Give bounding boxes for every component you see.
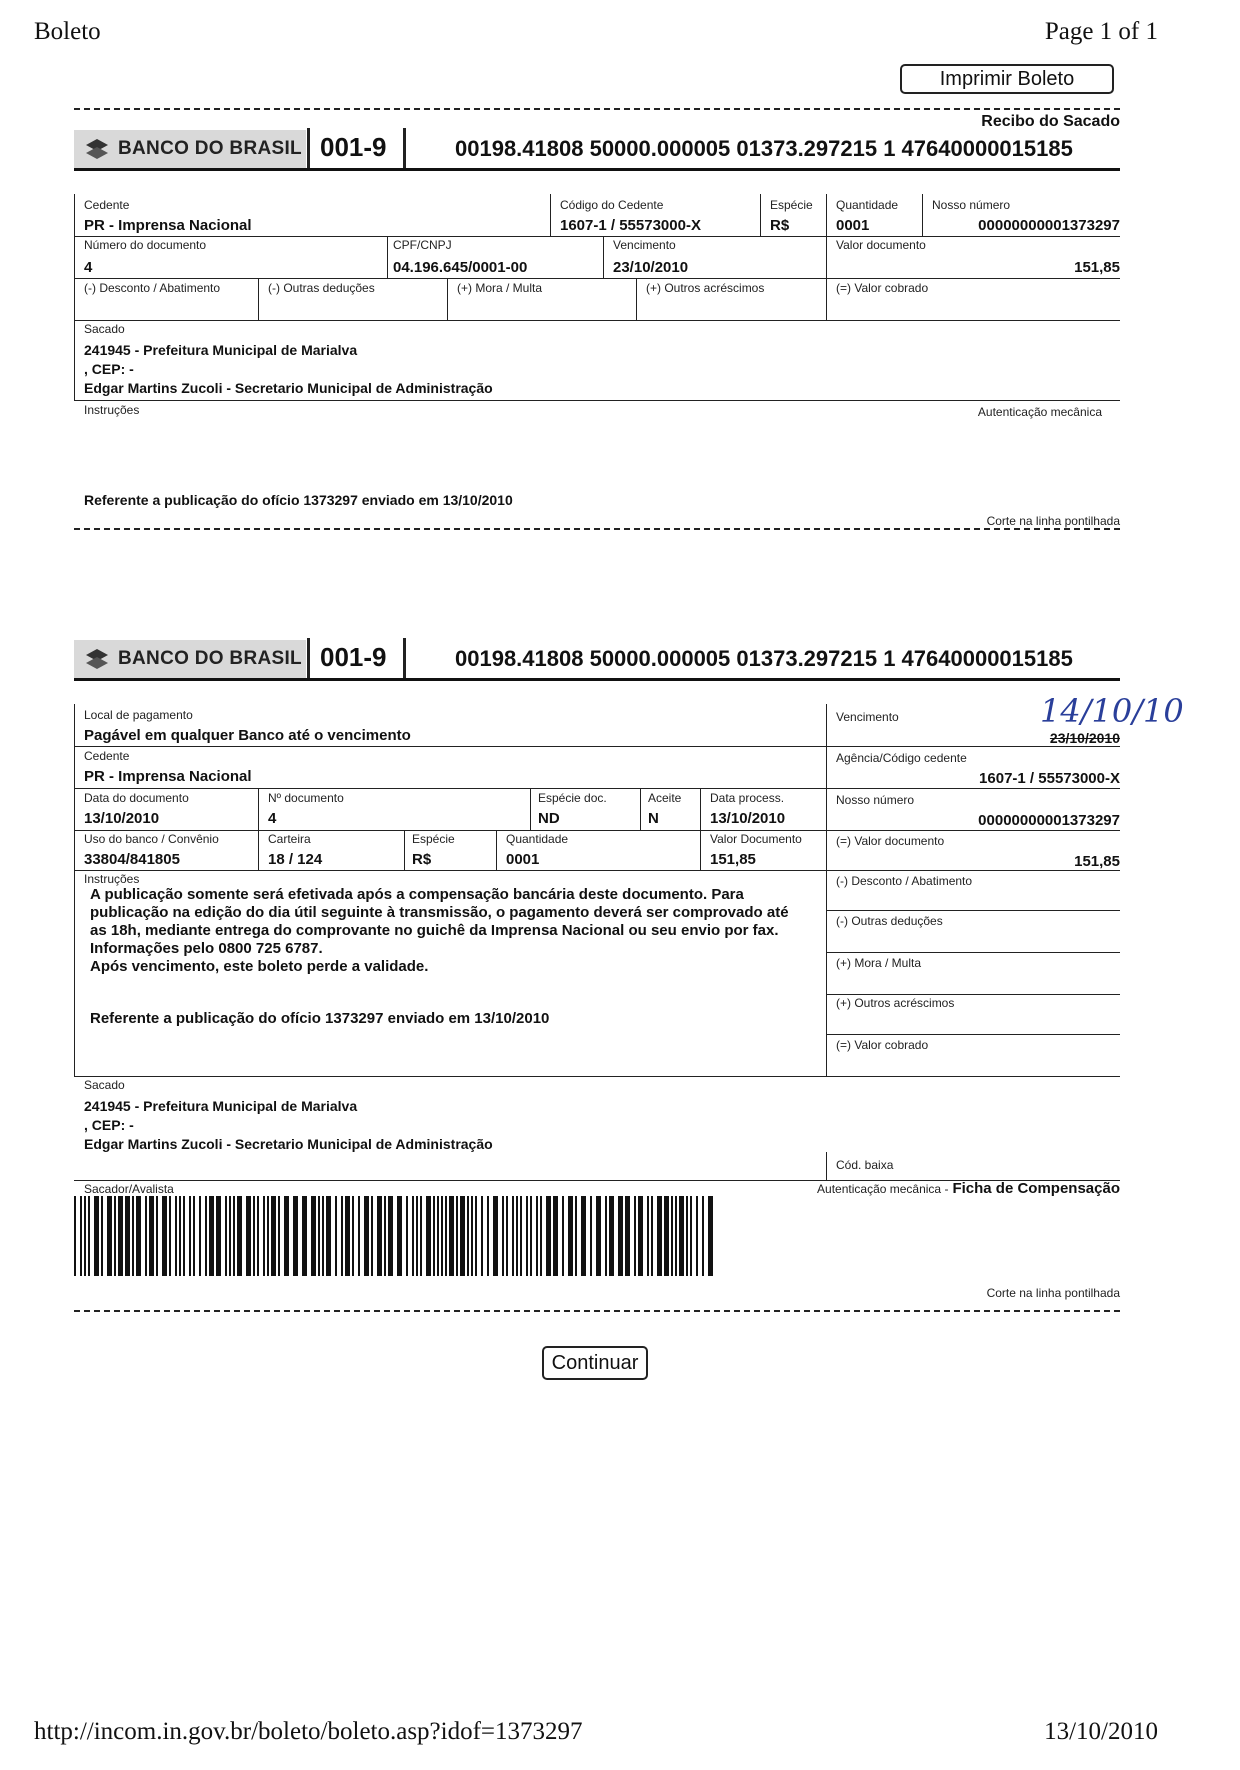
cut-line-bottom <box>74 1310 1120 1312</box>
divider <box>387 236 388 278</box>
barcode-bar <box>481 1196 483 1276</box>
divider <box>307 128 310 168</box>
data-documento-label: Data do documento <box>84 791 189 805</box>
barcode-bar <box>562 1196 564 1276</box>
barcode-bar <box>388 1196 393 1276</box>
barcode-bar <box>471 1196 473 1276</box>
local-pagamento-value: Pagável em qualquer Banco até o vencimento <box>84 727 411 744</box>
barcode-bar <box>445 1196 447 1276</box>
divider <box>74 236 1120 237</box>
agencia-label: Agência/Código cedente <box>836 751 967 765</box>
barcode-bar <box>326 1196 331 1276</box>
barcode-bar <box>638 1196 643 1276</box>
divider <box>603 236 604 278</box>
barcode-bar <box>605 1196 607 1276</box>
cut-line-middle <box>74 528 1120 530</box>
outros-acrescimos-label: (+) Outros acréscimos <box>646 281 765 295</box>
divider <box>826 952 1120 953</box>
cod-baixa-label: Cód. baixa <box>836 1158 894 1172</box>
barcode-bar <box>596 1196 601 1276</box>
divider <box>826 194 827 320</box>
ficha-autenticacao <box>817 1180 1120 1197</box>
barcode-bar <box>352 1196 354 1276</box>
barcode-bar <box>335 1196 337 1276</box>
barcode-bar <box>416 1196 418 1276</box>
barcode-bar <box>169 1196 171 1276</box>
ficha-outros-acrescimos-label: (+) Outros acréscimos <box>836 996 955 1010</box>
ficha-instrucoes-label: Instruções <box>84 872 140 886</box>
barcode-bar <box>199 1196 201 1276</box>
barcode-bar <box>322 1196 324 1276</box>
barcode-bar <box>397 1196 402 1276</box>
page-url: http://incom.in.gov.br/boleto/boleto.asp?idof=1373297 <box>34 1718 583 1745</box>
barcode-bar <box>467 1196 469 1276</box>
barcode-bar <box>278 1196 280 1276</box>
barcode-bar <box>189 1196 191 1276</box>
divider <box>826 1152 827 1180</box>
page-date: 13/10/2010 <box>1044 1718 1158 1745</box>
divider <box>74 746 1120 747</box>
barcode-bar <box>193 1196 195 1276</box>
vencimento-label: Vencimento <box>613 238 676 252</box>
nosso-numero-value: 00000000001373297 <box>978 217 1120 234</box>
barcode-bar <box>406 1196 408 1276</box>
barcode-bar <box>708 1196 713 1276</box>
barcode-bar <box>437 1196 439 1276</box>
cpf-cnpj-value: 04.196.645/0001-00 <box>393 259 528 276</box>
autenticacao-label: Autenticação mecânica <box>977 405 1102 419</box>
ficha-especie-value: R$ <box>412 851 432 868</box>
barcode-bar <box>568 1196 573 1276</box>
instrucoes-line: publicação na edição do dia útil seguinte à transmissão, o pagamento deverá ser comprovado até <box>90 904 789 921</box>
barcode-bar <box>618 1196 623 1276</box>
ficha-especie-label: Espécie <box>412 832 455 846</box>
barcode-bar <box>420 1196 422 1276</box>
barcode-bar <box>647 1196 649 1276</box>
barcode-bar <box>284 1196 289 1276</box>
barcode-bar <box>88 1196 90 1276</box>
barcode-bar <box>536 1196 538 1276</box>
barcode <box>74 1196 714 1276</box>
divider <box>760 194 761 236</box>
divider <box>550 194 551 236</box>
barcode-bar <box>675 1196 677 1276</box>
barcode-bar <box>690 1196 692 1276</box>
barcode-bar <box>345 1196 350 1276</box>
barcode-bar <box>253 1196 255 1276</box>
aceite-label: Aceite <box>648 791 682 805</box>
desconto-label: (-) Desconto / Abatimento <box>84 281 221 295</box>
quantidade-value: 0001 <box>836 217 870 234</box>
agencia-value: 1607-1 / 55573000-X <box>979 770 1120 787</box>
divider <box>74 168 1120 171</box>
cpf-cnpj-label: CPF/CNPJ <box>393 238 452 252</box>
barcode-bar <box>553 1196 558 1276</box>
barcode-bar <box>590 1196 592 1276</box>
quantidade-label: Quantidade <box>836 198 899 212</box>
barcode-bar <box>426 1196 431 1276</box>
bank-logo <box>74 640 306 678</box>
barcode-bar <box>101 1196 103 1276</box>
ficha-valor-documento-label: (=) Valor documento <box>836 834 945 848</box>
handwritten-date: 14/10/10 <box>1040 692 1184 730</box>
referente-text: Referente a publicação do ofício 1373297 enviado em 13/10/2010 <box>84 492 513 508</box>
instrucoes-line: Informações pelo 0800 725 6787. <box>90 940 323 957</box>
ficha-vencimento-value: 23/10/2010 <box>1049 730 1120 746</box>
outras-deducoes-label: (-) Outras deduções <box>268 281 375 295</box>
divider <box>403 638 406 678</box>
receipt-title: Recibo do Sacado <box>981 113 1120 130</box>
numero-documento-value: 4 <box>84 259 93 276</box>
divider <box>403 128 406 168</box>
valor-documento-value: 151,85 <box>1074 259 1120 276</box>
divider <box>74 1076 1120 1077</box>
barcode-bar <box>318 1196 320 1276</box>
instrucoes-label: Instruções <box>84 403 140 417</box>
barcode-bar <box>179 1196 181 1276</box>
barcode-bar <box>512 1196 514 1276</box>
barcode-bar <box>263 1196 265 1276</box>
continue-button[interactable]: Continuar <box>542 1346 648 1380</box>
divider <box>496 830 497 870</box>
barcode-bar <box>162 1196 167 1276</box>
barcode-bar <box>679 1196 684 1276</box>
codigo-cedente-label: Código do Cedente <box>560 198 664 212</box>
ficha-cedente-label: Cedente <box>84 749 130 763</box>
barcode-bar <box>246 1196 251 1276</box>
aceite-value: N <box>648 810 659 827</box>
barcode-bar <box>487 1196 489 1276</box>
barcode-bar <box>114 1196 116 1276</box>
barcode-bar <box>358 1196 360 1276</box>
barcode-bar <box>132 1196 134 1276</box>
barcode-bar <box>581 1196 586 1276</box>
barcode-bar <box>664 1196 669 1276</box>
divider <box>922 194 923 236</box>
barcode-bar <box>475 1196 477 1276</box>
divider <box>258 788 259 870</box>
especie-doc-label: Espécie doc. <box>538 791 607 805</box>
barcode-bar <box>341 1196 343 1276</box>
barcode-bar <box>371 1196 373 1276</box>
barcode-bar <box>118 1196 123 1276</box>
ficha-referente-text: Referente a publicação do ofício 1373297 enviado em 13/10/2010 <box>90 1010 550 1027</box>
barcode-bar <box>456 1196 458 1276</box>
bank-name: BANCO DO BRASIL <box>118 138 302 159</box>
barcode-bar <box>107 1196 112 1276</box>
ficha-sacado-label: Sacado <box>84 1078 125 1092</box>
valor-documento-label: Valor documento <box>836 238 926 252</box>
page-header-title: Boleto <box>34 18 101 45</box>
divider <box>74 870 1120 871</box>
ficha-autenticacao-label: Autenticação mecânica - <box>817 1182 949 1196</box>
divider <box>640 788 641 830</box>
barcode-bar <box>209 1196 214 1276</box>
bank-logo-icon <box>84 137 110 161</box>
barcode-bar <box>80 1196 82 1276</box>
barcode-bar <box>233 1196 235 1276</box>
divider <box>700 788 701 870</box>
divider <box>74 320 75 400</box>
barcode-bar <box>136 1196 141 1276</box>
valor-cobrado-label: (=) Valor cobrado <box>836 281 929 295</box>
divider <box>636 278 637 320</box>
ficha-nosso-numero-label: Nosso número <box>836 793 915 807</box>
no-documento-value: 4 <box>268 810 277 827</box>
especie-label: Espécie <box>770 198 813 212</box>
barcode-bar <box>540 1196 542 1276</box>
ficha-valor-cobrado-label: (=) Valor cobrado <box>836 1038 929 1052</box>
barcode-bar <box>657 1196 662 1276</box>
data-process-label: Data process. <box>710 791 785 805</box>
especie-doc-value: ND <box>538 810 560 827</box>
sacado-line3: Edgar Martins Zucoli - Secretario Municipal de Administração <box>84 380 493 396</box>
barcode-bar <box>651 1196 653 1276</box>
barcode-bar <box>634 1196 636 1276</box>
barcode-bar <box>125 1196 130 1276</box>
barcode-bar <box>696 1196 698 1276</box>
barcode-bar <box>502 1196 504 1276</box>
sacador-avalista-label: Sacador/Avalista <box>84 1182 174 1196</box>
barcode-bar <box>225 1196 227 1276</box>
divider <box>826 910 1120 911</box>
divider <box>826 1034 1120 1035</box>
cut-line-top <box>74 108 1120 110</box>
ficha-desconto-label: (-) Desconto / Abatimento <box>836 874 973 888</box>
barcode-bar <box>516 1196 518 1276</box>
divider <box>74 400 1120 401</box>
uso-banco-label: Uso do banco / Convênio <box>84 832 219 846</box>
divider <box>74 788 1120 789</box>
barcode-bar <box>74 1196 76 1276</box>
ficha-sacado-line1: 241945 - Prefeitura Municipal de Marialva <box>84 1098 358 1114</box>
ficha-outras-deducoes-label: (-) Outras deduções <box>836 914 943 928</box>
bank-logo-icon <box>84 647 110 671</box>
barcode-bar <box>311 1196 316 1276</box>
numero-documento-label: Número do documento <box>84 238 207 252</box>
bank-logo <box>74 130 306 168</box>
barcode-bar <box>506 1196 508 1276</box>
barcode-bar <box>183 1196 185 1276</box>
barcode-bar <box>526 1196 528 1276</box>
bank-code: 001-9 <box>320 642 387 672</box>
vencimento-value: 23/10/2010 <box>613 259 689 276</box>
divider <box>74 194 75 320</box>
barcode-bar <box>449 1196 454 1276</box>
ficha-valor-documento-value: 151,85 <box>1074 853 1120 870</box>
barcode-bar <box>271 1196 276 1276</box>
divider <box>74 320 1120 321</box>
barcode-bar <box>84 1196 86 1276</box>
no-documento-label: Nº documento <box>268 791 344 805</box>
barcode-bar <box>460 1196 465 1276</box>
barcode-bar <box>377 1196 382 1276</box>
divider <box>74 278 1120 279</box>
ficha-quantidade-label: Quantidade <box>506 832 569 846</box>
barcode-bar <box>412 1196 414 1276</box>
barcode-bar <box>94 1196 99 1276</box>
barcode-bar <box>625 1196 630 1276</box>
bank-code: 001-9 <box>320 132 387 162</box>
barcode-bar <box>257 1196 259 1276</box>
barcode-bar <box>156 1196 158 1276</box>
barcode-bar <box>433 1196 435 1276</box>
barcode-bar <box>686 1196 688 1276</box>
instrucoes-line: A publicação somente será efetivada após a compensação bancária deste documento. Para <box>90 886 744 903</box>
divider <box>404 830 405 870</box>
barcode-bar <box>237 1196 242 1276</box>
instrucoes-line: Após vencimento, este boleto perde a validade. <box>90 958 429 975</box>
ficha-quantidade-value: 0001 <box>506 851 540 868</box>
barcode-bar <box>205 1196 207 1276</box>
print-boleto-button[interactable]: Imprimir Boleto <box>900 64 1114 94</box>
barcode-bar <box>384 1196 386 1276</box>
sacado-line1: 241945 - Prefeitura Municipal de Marialva <box>84 342 358 358</box>
barcode-bar <box>493 1196 498 1276</box>
especie-value: R$ <box>770 217 790 234</box>
ficha-mora-label: (+) Mora / Multa <box>836 956 922 970</box>
barcode-bar <box>175 1196 177 1276</box>
codigo-cedente-value: 1607-1 / 55573000-X <box>560 217 701 234</box>
divider <box>74 830 1120 831</box>
bank-name: BANCO DO BRASIL <box>118 648 302 669</box>
digitable-line: 00198.41808 50000.000005 01373.297215 1 47640000015185 <box>455 136 1073 161</box>
barcode-bar <box>302 1196 307 1276</box>
local-pagamento-label: Local de pagamento <box>84 708 193 722</box>
ficha-sacado-line3: Edgar Martins Zucoli - Secretario Municipal de Administração <box>84 1136 493 1152</box>
ficha-corte-label: Corte na linha pontilhada <box>986 1286 1120 1300</box>
divider <box>447 278 448 320</box>
ficha-compensacao-title: Ficha de Compensação <box>952 1180 1120 1197</box>
divider <box>826 994 1120 995</box>
barcode-bar <box>609 1196 614 1276</box>
cedente-label: Cedente <box>84 198 130 212</box>
barcode-bar <box>293 1196 298 1276</box>
divider <box>74 704 75 1076</box>
barcode-bar <box>145 1196 147 1276</box>
barcode-bar <box>575 1196 577 1276</box>
divider <box>74 678 1120 681</box>
barcode-bar <box>671 1196 673 1276</box>
uso-banco-value: 33804/841805 <box>84 851 180 868</box>
cedente-value: PR - Imprensa Nacional <box>84 217 252 234</box>
barcode-bar <box>149 1196 154 1276</box>
ficha-vencimento-label: Vencimento <box>836 710 899 724</box>
divider <box>258 278 259 320</box>
barcode-bar <box>267 1196 269 1276</box>
instrucoes-line: as 18h, mediante entrega do comprovante no guichê da Imprensa Nacional ou seu envio por fax. <box>90 922 779 939</box>
barcode-bar <box>229 1196 231 1276</box>
ficha-cedente-value: PR - Imprensa Nacional <box>84 768 252 785</box>
barcode-bar <box>216 1196 221 1276</box>
corte-label: Corte na linha pontilhada <box>986 514 1120 528</box>
sacado-label: Sacado <box>84 322 125 336</box>
valor-documento-mid-label: Valor Documento <box>710 832 802 846</box>
ficha-sacado-line2: , CEP: - <box>84 1117 134 1133</box>
barcode-bar <box>702 1196 704 1276</box>
data-process-value: 13/10/2010 <box>710 810 786 827</box>
carteira-value: 18 / 124 <box>268 851 323 868</box>
carteira-label: Carteira <box>268 832 311 846</box>
divider <box>530 788 531 830</box>
sacado-line2: , CEP: - <box>84 361 134 377</box>
mora-label: (+) Mora / Multa <box>457 281 543 295</box>
divider <box>307 638 310 678</box>
barcode-bar <box>530 1196 532 1276</box>
nosso-numero-label: Nosso número <box>932 198 1011 212</box>
page-number: Page 1 of 1 <box>1044 18 1158 45</box>
valor-documento-mid-value: 151,85 <box>710 851 756 868</box>
data-documento-value: 13/10/2010 <box>84 810 160 827</box>
digitable-line: 00198.41808 50000.000005 01373.297215 1 47640000015185 <box>455 646 1073 671</box>
instrucoes-text <box>90 886 830 976</box>
barcode-bar <box>364 1196 369 1276</box>
barcode-bar <box>520 1196 522 1276</box>
ficha-nosso-numero-value: 00000000001373297 <box>978 812 1120 829</box>
barcode-bar <box>441 1196 443 1276</box>
barcode-bar <box>546 1196 551 1276</box>
